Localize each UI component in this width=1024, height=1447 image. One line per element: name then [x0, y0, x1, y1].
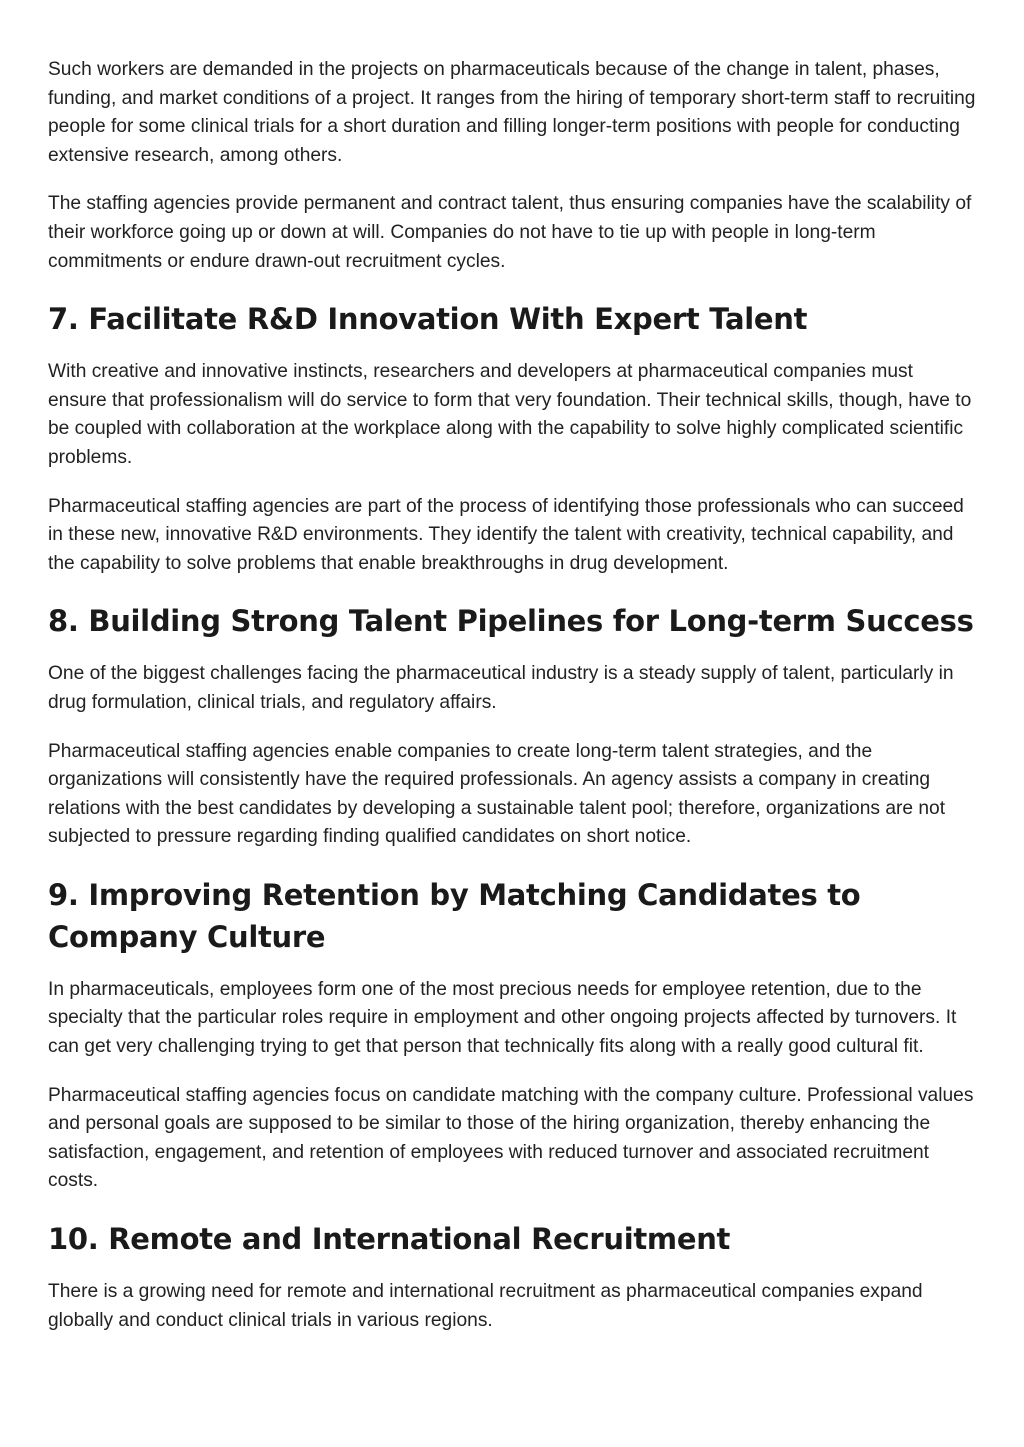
intro-paragraph-1: Such workers are demanded in the projects on pharmaceuticals because of the change in talent, phases, funding, and market conditions of a project. It ranges from the hiring of temporary short-term staff to recruiting people for some clinical trials for a short duration and filling longer-term positions with people for conducting extensive research, among others. [48, 59, 976, 166]
section-10-heading: 10. Remote and International Recruitment [48, 1222, 731, 1257]
section-8-paragraph-1: One of the biggest challenges facing the pharmaceutical industry is a steady supply of talent, particularly in drug formulation, clinical trials, and regulatory affairs. [48, 663, 954, 713]
section-7-heading: 7. Facilitate R&D Innovation With Expert Talent [48, 302, 808, 337]
section-9-paragraph-1: In pharmaceuticals, employees form one of the most precious needs for employee retention, due to the specialty that the particular roles require in employment and other ongoing projects affected by turnovers. It can get very challenging trying to get that person that technically fits along with a really good cultural fit. [48, 978, 957, 1058]
section-8-paragraph-2: Pharmaceutical staffing agencies enable companies to create long-term talent strategies, and the organizations will consistently have the required professionals. An agency assists a company in creating relations with the best candidates by developing a sustainable talent pool; therefore, organizations are not subjected to pressure regarding finding qualified candidates on short notice. [48, 740, 946, 848]
section-8-heading: 8. Building Strong Talent Pipelines for Long-term Success [48, 604, 974, 639]
section-7-paragraph-1: With creative and innovative instincts, researchers and developers at pharmaceutical companies must ensure that professionalism will do service to form that very foundation. Their technical skills, though, have to be coupled with collaboration at the workplace along with the capability to solve highly complicated scientific problems. [48, 361, 972, 468]
section-7-paragraph-2: Pharmaceutical staffing agencies are part of the process of identifying those professionals who can succeed in these new, innovative R&D environments. They identify the talent with creativity, technical capability, and the capability to solve problems that enable breakthroughs in drug development. [48, 495, 964, 574]
section-10-paragraph-1: There is a growing need for remote and international recruitment as pharmaceutical companies expand globally and conduct clinical trials in various regions. [48, 1281, 923, 1331]
section-9-paragraph-2: Pharmaceutical staffing agencies focus on candidate matching with the company culture. Professional values and personal goals are supposed to be similar to those of the hiring organization, thereby enhancing the satisfaction, engagement, and retention of employees with reduced turnover and associated recruitment costs. [48, 1084, 974, 1192]
section-9-heading: 9. Improving Retention by Matching Candidates to Company Culture [48, 877, 861, 954]
intro-paragraph-2: The staffing agencies provide permanent and contract talent, thus ensuring companies have the scalability of their workforce going up or down at will. Companies do not have to tie up with people in long-term commitments or endure drawn-out recruitment cycles. [48, 193, 972, 272]
document-page [48, 56, 976, 1355]
